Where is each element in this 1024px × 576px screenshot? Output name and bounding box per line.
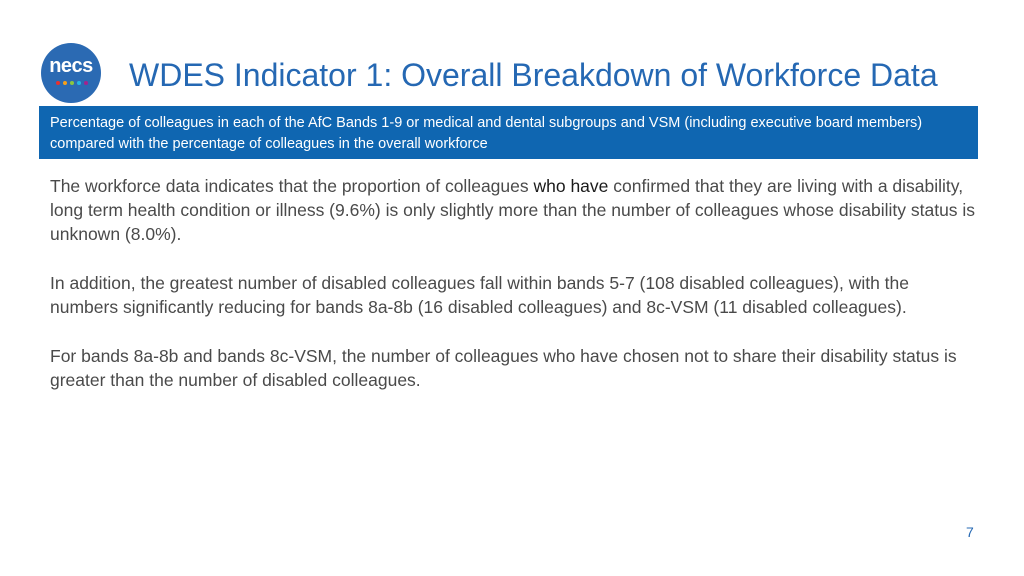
paragraph-2: In addition, the greatest number of disabled colleagues fall within bands 5-7 (108 disabled colleagues), with the numbers significantly reducing for bands 8a-8b (16 disabled colleagues) and 8c-VSM (11 disabled colleagues). <box>50 273 910 317</box>
logo-dot-purple <box>84 81 88 85</box>
logo-dot-blue <box>77 81 81 85</box>
body-content <box>50 174 980 417</box>
paragraph-3: For bands 8a-8b and bands 8c-VSM, the number of colleagues who have chosen not to share their disability status is greater than the number of disabled colleagues. <box>50 346 957 390</box>
page-number: 7 <box>966 524 974 540</box>
logo-dot-orange <box>63 81 67 85</box>
logo-dot-red <box>56 81 60 85</box>
paragraph-1-end: confirmed that they are living with a disability, long term health condition or illness (9.6%) is only slightly more than the number of colleagues whose disability status is unknown (8.0%). <box>50 176 976 244</box>
paragraph-1 <box>50 174 980 246</box>
logo-text: necs <box>49 55 93 77</box>
necs-logo <box>41 43 101 103</box>
subtitle-banner: Percentage of colleagues in each of the AfC Bands 1-9 or medical and dental subgroups and VSM (including executive board members) compared with the percentage of colleagues in the overall workforce <box>39 106 978 159</box>
logo-dot-green <box>70 81 74 85</box>
page-title: WDES Indicator 1: Overall Breakdown of Workforce Data <box>129 57 938 93</box>
paragraph-1-start: The workforce data indicates that the proportion of colleagues <box>50 176 534 196</box>
logo-dots <box>56 81 88 87</box>
paragraph-1-highlight: who have <box>533 176 609 196</box>
